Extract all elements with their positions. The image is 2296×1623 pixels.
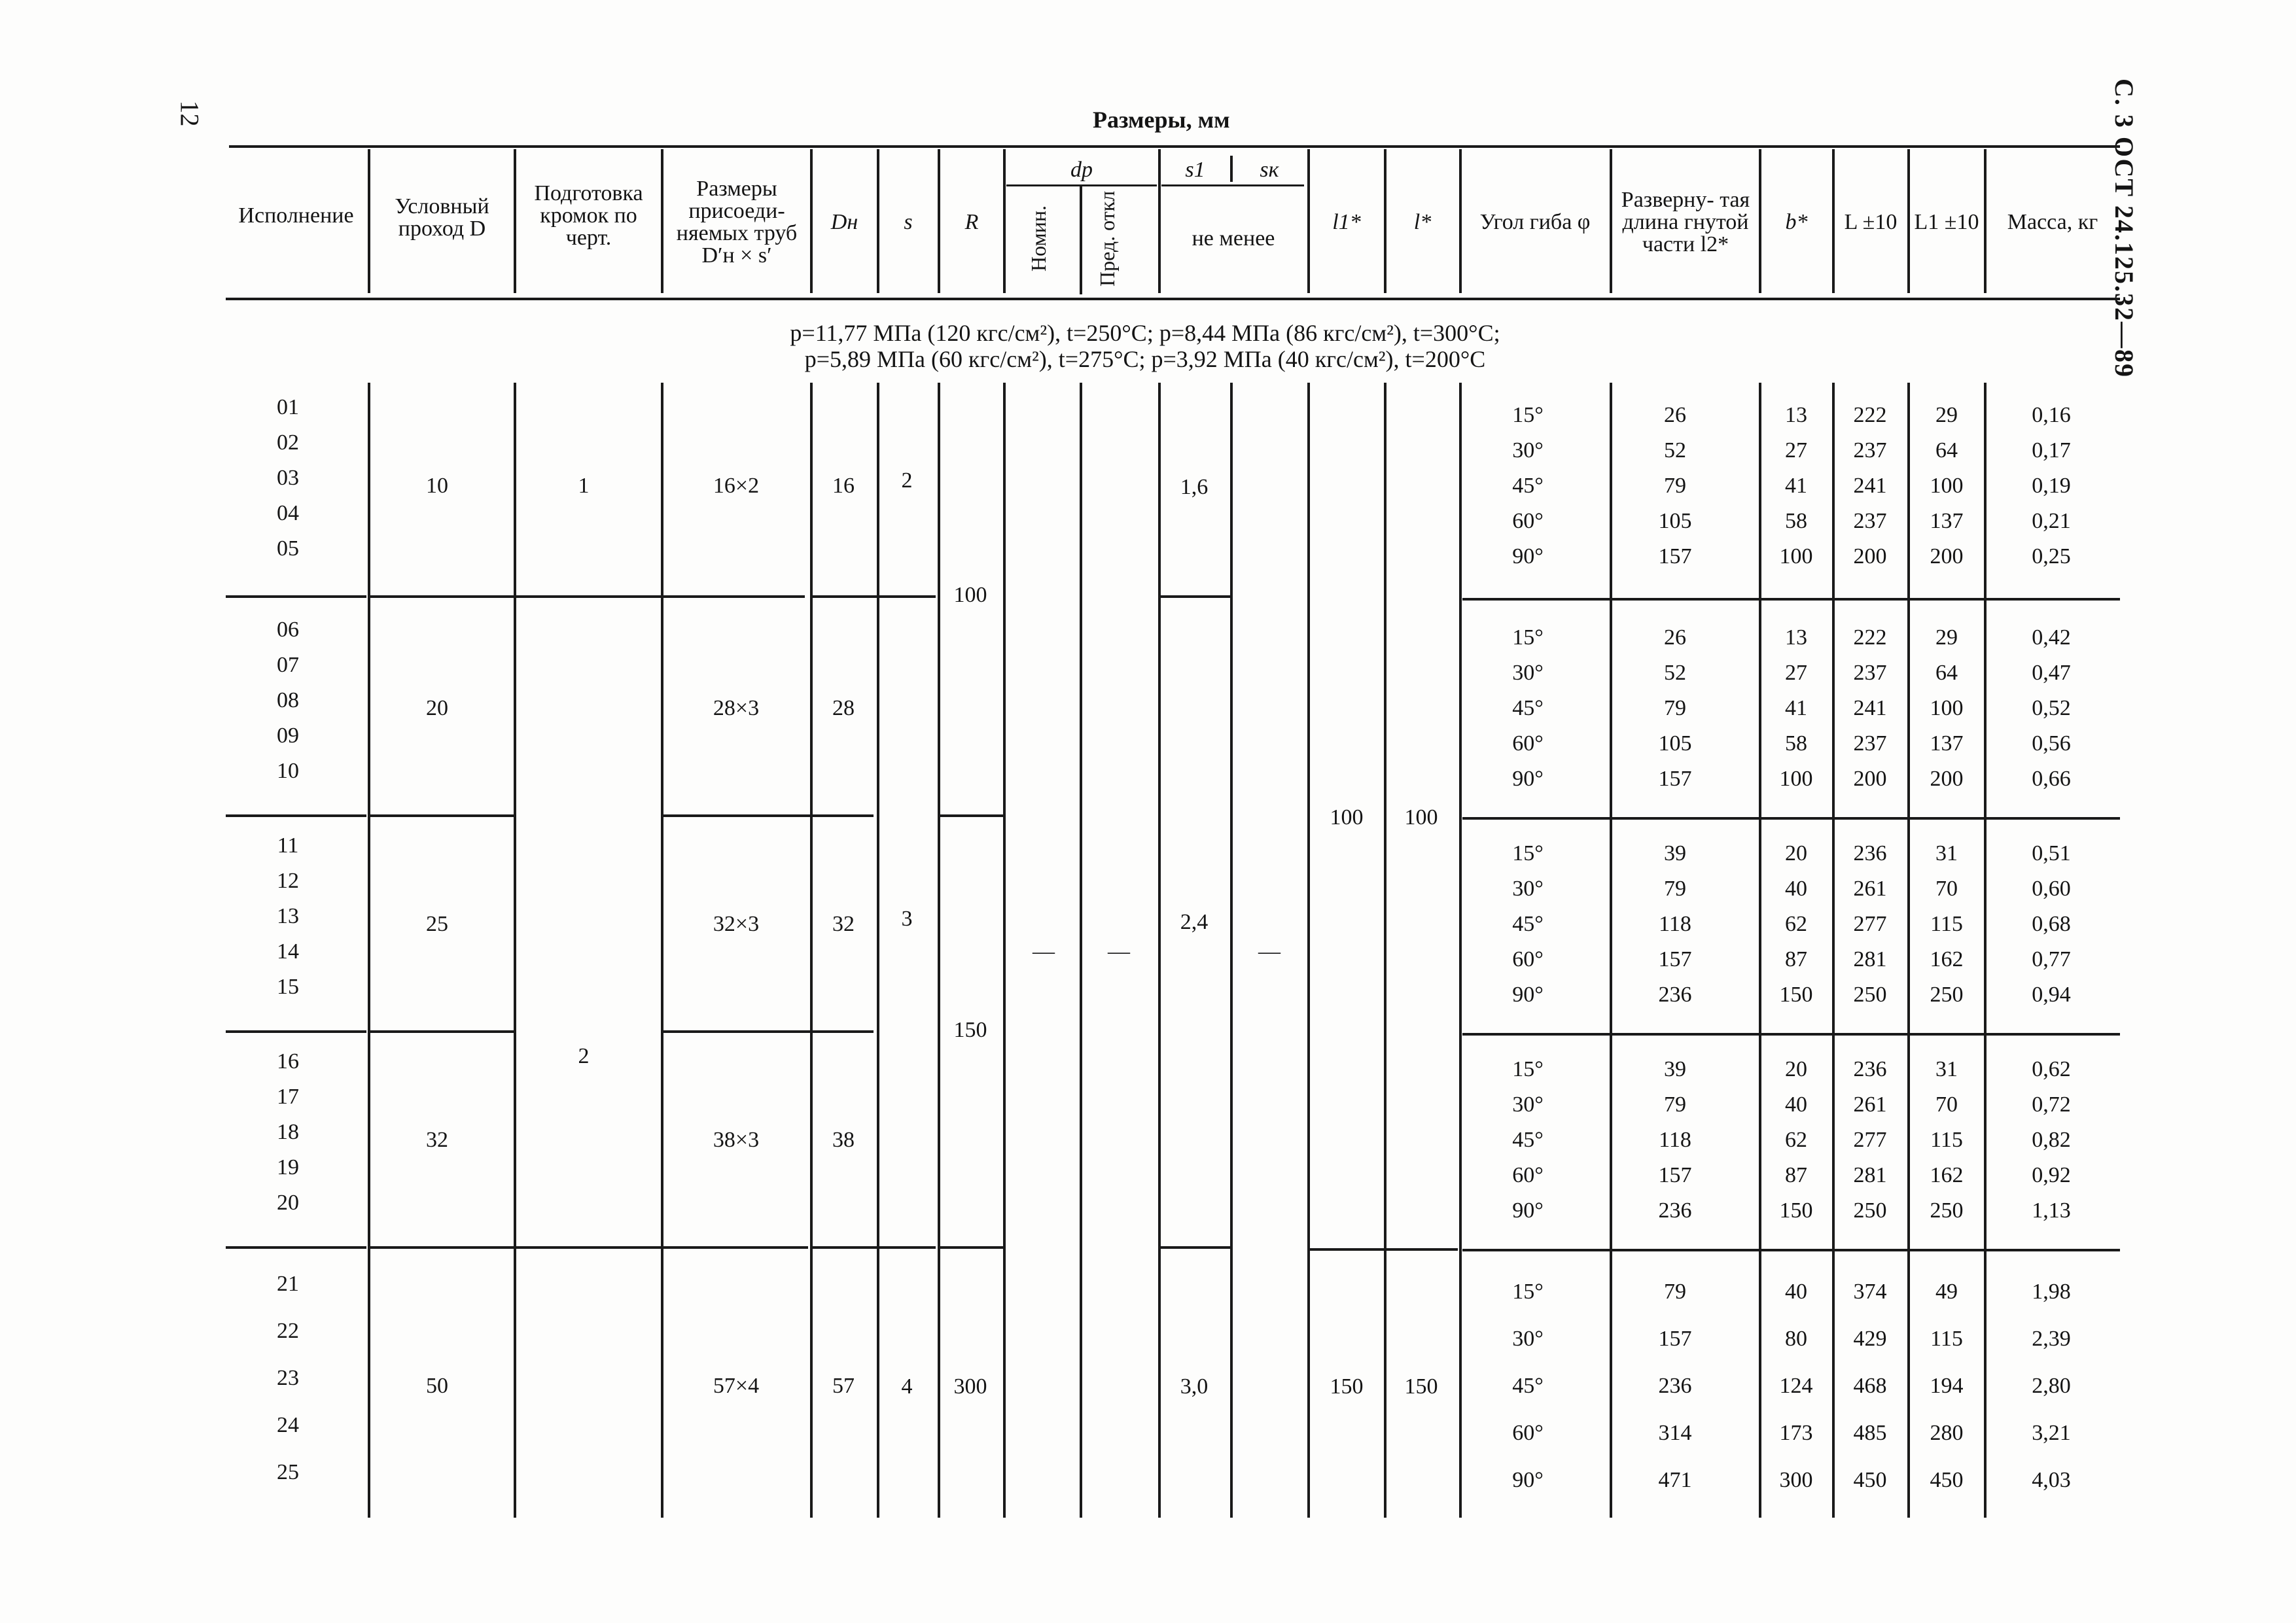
group-rule: [226, 1030, 366, 1033]
L1-cell: 64: [1935, 661, 1958, 685]
ugol-cell: 90°: [1512, 983, 1544, 1007]
r-cell: 300: [953, 1374, 987, 1399]
header-s1: s1: [1185, 158, 1205, 182]
ugol-cell: 45°: [1512, 1128, 1544, 1152]
column-divider: [1907, 383, 1910, 1518]
group-rule: [226, 814, 366, 817]
uslovny-prohod-cell: 10: [426, 474, 448, 498]
ugol-cell: 30°: [1512, 438, 1544, 462]
header-divider: [1459, 149, 1462, 293]
dn-cell: 28: [832, 696, 855, 720]
L1-cell: 115: [1930, 1327, 1963, 1351]
L-cell: 374: [1853, 1280, 1887, 1304]
header-divider: [661, 149, 663, 293]
razvernutaya-cell: 39: [1664, 841, 1686, 865]
s1-cell: 1,6: [1180, 475, 1209, 499]
header-divider: [1984, 149, 1987, 293]
group-rule: [370, 1030, 514, 1033]
L-cell: 236: [1853, 1057, 1887, 1081]
header-b-star: b*: [1785, 210, 1808, 234]
dr-nomin-cell: —: [1033, 939, 1055, 964]
massa-cell: 0,19: [2032, 474, 2071, 498]
ispolnenie-cell: 22: [277, 1319, 299, 1343]
podgotovka-merged-cell: 2: [578, 1044, 590, 1068]
l-cell: 150: [1330, 1374, 1364, 1399]
column-divider: [1384, 383, 1386, 1518]
massa-cell: 4,03: [2032, 1468, 2071, 1492]
L-cell: 237: [1853, 661, 1887, 685]
group-rule: [938, 814, 1003, 817]
massa-cell: 0,42: [2032, 625, 2071, 650]
ugol-cell: 30°: [1512, 1327, 1544, 1351]
ugol-cell: 60°: [1512, 947, 1544, 971]
massa-cell: 0,16: [2032, 403, 2071, 427]
header-divider: [1759, 149, 1761, 293]
L-cell: 241: [1853, 474, 1887, 498]
header-ne-menee: не менее: [1192, 226, 1275, 251]
header-divider: [1832, 149, 1835, 293]
razvernutaya-cell: 236: [1658, 1374, 1692, 1398]
group-rule: [661, 814, 874, 817]
razvernutaya-cell: 118: [1659, 912, 1691, 936]
L-cell: 236: [1853, 841, 1887, 865]
b-cell: 40: [1785, 1280, 1807, 1304]
ugol-cell: 15°: [1512, 1057, 1544, 1081]
dr-pred-cell: —: [1108, 939, 1130, 964]
column-divider: [1984, 383, 1987, 1518]
L-cell: 281: [1853, 1163, 1887, 1187]
massa-cell: 0,68: [2032, 912, 2071, 936]
header-divider: [1080, 186, 1082, 294]
ispolnenie-cell: 04: [277, 501, 299, 525]
L-cell: 277: [1853, 912, 1887, 936]
r-cell: 150: [953, 1018, 987, 1042]
massa-cell: 1,98: [2032, 1280, 2071, 1304]
column-divider: [1158, 383, 1161, 1518]
s-cell: 4: [901, 1374, 913, 1399]
s-cell: 2: [901, 468, 913, 493]
s1-cell: 2,4: [1180, 910, 1209, 934]
column-divider: [1610, 383, 1612, 1518]
ugol-cell: 30°: [1512, 661, 1544, 685]
header-massa: Масса, кг: [2007, 210, 2098, 234]
group-rule: [1307, 1248, 1458, 1251]
b-cell: 173: [1779, 1421, 1813, 1445]
massa-cell: 0,77: [2032, 947, 2071, 971]
L1-cell: 200: [1930, 767, 1964, 791]
header-L1: L1 ±10: [1914, 210, 1979, 234]
column-divider: [938, 383, 940, 1518]
group-rule: [370, 595, 805, 598]
L1-cell: 450: [1930, 1468, 1964, 1492]
header-ugol: Угол гиба φ: [1479, 210, 1591, 234]
l-cell: 100: [1330, 805, 1364, 829]
ispolnenie-cell: 24: [277, 1413, 299, 1437]
ugol-cell: 90°: [1512, 767, 1544, 791]
L1-cell: 31: [1935, 841, 1958, 865]
b-cell: 124: [1779, 1374, 1813, 1398]
L1-cell: 194: [1930, 1374, 1964, 1398]
ugol-cell: 30°: [1512, 877, 1544, 901]
ispolnenie-cell: 14: [277, 939, 299, 964]
razvernutaya-cell: 157: [1658, 947, 1692, 971]
L1-cell: 29: [1935, 403, 1958, 427]
header-bottom-rule: [226, 298, 2120, 300]
massa-cell: 0,17: [2032, 438, 2071, 462]
group-rule: [1462, 817, 2120, 820]
L1-cell: 70: [1935, 877, 1958, 901]
ugol-cell: 45°: [1512, 912, 1544, 936]
b-cell: 27: [1785, 661, 1807, 685]
group-rule: [1462, 1249, 2120, 1251]
razvernutaya-cell: 314: [1658, 1421, 1692, 1445]
L1-cell: 29: [1935, 625, 1958, 650]
L1-cell: 250: [1930, 983, 1964, 1007]
column-divider: [368, 383, 370, 1518]
ugol-cell: 15°: [1512, 403, 1544, 427]
ispolnenie-cell: 05: [277, 536, 299, 561]
truby-cell: 57×4: [713, 1374, 760, 1398]
ugol-cell: 90°: [1512, 1468, 1544, 1492]
L-cell: 222: [1853, 625, 1887, 650]
razvernutaya-cell: 26: [1664, 403, 1686, 427]
truby-cell: 38×3: [713, 1128, 760, 1152]
ugol-cell: 60°: [1512, 731, 1544, 756]
header-divider: [1307, 149, 1310, 293]
column-divider: [1307, 383, 1310, 1518]
razvernutaya-cell: 236: [1658, 1198, 1692, 1223]
razvernutaya-cell: 79: [1664, 1280, 1686, 1304]
sk-cell: —: [1258, 939, 1280, 964]
uslovny-prohod-cell: 32: [426, 1128, 448, 1152]
b-cell: 87: [1785, 1163, 1807, 1187]
razvernutaya-cell: 157: [1658, 1163, 1692, 1187]
massa-cell: 2,80: [2032, 1374, 2071, 1398]
massa-cell: 0,21: [2032, 509, 2071, 533]
massa-cell: 0,82: [2032, 1128, 2071, 1152]
ispolnenie-cell: 13: [277, 904, 299, 928]
razvernutaya-cell: 39: [1664, 1057, 1686, 1081]
L1-cell: 162: [1930, 1163, 1964, 1187]
header-sub-rule: [1161, 184, 1304, 186]
razvernutaya-cell: 79: [1664, 474, 1686, 498]
header-ispolnenie: Исполнение: [238, 203, 354, 228]
b-cell: 27: [1785, 438, 1807, 462]
L-cell: 250: [1853, 1198, 1887, 1223]
header-divider: [1384, 149, 1386, 293]
group-rule: [226, 1246, 366, 1249]
uslovny-prohod-cell: 20: [426, 696, 448, 720]
b-cell: 300: [1779, 1468, 1813, 1492]
razvernutaya-cell: 471: [1658, 1468, 1692, 1492]
L1-cell: 115: [1930, 912, 1963, 936]
header-divider: [1230, 156, 1233, 182]
s1-cell: 3,0: [1180, 1374, 1209, 1399]
massa-cell: 2,39: [2032, 1327, 2071, 1351]
column-divider: [1003, 383, 1006, 1518]
ispolnenie-cell: 06: [277, 618, 299, 642]
razvernutaya-cell: 52: [1664, 438, 1686, 462]
razvernutaya-cell: 79: [1664, 877, 1686, 901]
ispolnenie-cell: 03: [277, 466, 299, 490]
ispolnenie-cell: 09: [277, 724, 299, 748]
s-cell: 3: [901, 907, 913, 931]
ispolnenie-cell: 16: [277, 1049, 299, 1073]
ugol-cell: 15°: [1512, 625, 1544, 650]
razvernutaya-cell: 79: [1664, 1092, 1686, 1117]
truby-cell: 32×3: [713, 912, 760, 936]
ugol-cell: 60°: [1512, 509, 1544, 533]
b-cell: 150: [1779, 983, 1813, 1007]
column-divider: [1080, 383, 1082, 1518]
header-divider: [938, 149, 940, 293]
group-rule: [1462, 598, 2120, 601]
ispolnenie-cell: 18: [277, 1120, 299, 1144]
L1-cell: 70: [1935, 1092, 1958, 1117]
column-divider: [1230, 383, 1233, 1518]
ispolnenie-cell: 20: [277, 1191, 299, 1215]
dn-cell: 57: [832, 1374, 855, 1398]
L1-cell: 200: [1930, 544, 1964, 568]
massa-cell: 0,72: [2032, 1092, 2071, 1117]
header-r: R: [964, 210, 979, 234]
ispolnenie-cell: 21: [277, 1272, 299, 1296]
massa-cell: 0,62: [2032, 1057, 2071, 1081]
header-dr: dр: [1070, 158, 1093, 182]
b-cell: 80: [1785, 1327, 1807, 1351]
header-razvernutaya: Разверну- тая длина гнутой части l2*: [1621, 188, 1750, 256]
header-divider: [368, 149, 370, 293]
L1-cell: 137: [1930, 731, 1964, 756]
L-cell: 237: [1853, 438, 1887, 462]
L1-cell: 64: [1935, 438, 1958, 462]
razvernutaya-cell: 157: [1658, 767, 1692, 791]
l1-cell: 100: [1404, 805, 1438, 829]
top-rule: [229, 145, 2120, 148]
L-cell: 250: [1853, 983, 1887, 1007]
massa-cell: 0,92: [2032, 1163, 2071, 1187]
razvernutaya-cell: 105: [1658, 731, 1692, 756]
L-cell: 222: [1853, 403, 1887, 427]
massa-cell: 1,13: [2032, 1198, 2071, 1223]
massa-cell: 0,66: [2032, 767, 2071, 791]
header-l-star: l*: [1413, 210, 1432, 234]
truby-cell: 16×2: [713, 474, 760, 498]
b-cell: 58: [1785, 731, 1807, 756]
L-cell: 277: [1853, 1128, 1887, 1152]
header-dr-pred: Пред. откл: [1095, 190, 1119, 287]
ugol-cell: 60°: [1512, 1163, 1544, 1187]
column-divider: [514, 383, 516, 1518]
header-l1: l1*: [1332, 210, 1361, 234]
b-cell: 41: [1785, 696, 1807, 720]
b-cell: 58: [1785, 509, 1807, 533]
header-divider: [810, 149, 813, 293]
header-dn: Dн: [830, 210, 858, 234]
razvernutaya-cell: 105: [1658, 509, 1692, 533]
massa-cell: 0,51: [2032, 841, 2071, 865]
ugol-cell: 45°: [1512, 696, 1544, 720]
ispolnenie-cell: 08: [277, 688, 299, 712]
dn-cell: 32: [832, 912, 855, 936]
column-divider: [877, 383, 879, 1518]
L1-cell: 100: [1930, 474, 1964, 498]
b-cell: 41: [1785, 474, 1807, 498]
massa-cell: 0,56: [2032, 731, 2071, 756]
razvernutaya-cell: 157: [1658, 544, 1692, 568]
group-rule: [370, 814, 514, 817]
b-cell: 40: [1785, 877, 1807, 901]
L-cell: 281: [1853, 947, 1887, 971]
ugol-cell: 90°: [1512, 1198, 1544, 1223]
L-cell: 429: [1853, 1327, 1887, 1351]
b-cell: 62: [1785, 912, 1807, 936]
ugol-cell: 45°: [1512, 1374, 1544, 1398]
group-rule: [226, 595, 366, 598]
L-cell: 200: [1853, 544, 1887, 568]
header-divider: [1003, 149, 1006, 293]
massa-cell: 0,94: [2032, 983, 2071, 1007]
razvernutaya-cell: 157: [1658, 1327, 1692, 1351]
ispolnenie-cell: 19: [277, 1155, 299, 1179]
b-cell: 13: [1785, 625, 1807, 650]
b-cell: 100: [1779, 544, 1813, 568]
L1-cell: 31: [1935, 1057, 1958, 1081]
L-cell: 485: [1853, 1421, 1887, 1445]
column-divider: [661, 383, 663, 1518]
massa-cell: 0,60: [2032, 877, 2071, 901]
group-rule: [1158, 595, 1230, 598]
L-cell: 468: [1853, 1374, 1887, 1398]
ugol-cell: 15°: [1512, 1280, 1544, 1304]
group-rule: [1462, 1033, 2120, 1036]
L-cell: 237: [1853, 509, 1887, 533]
L1-cell: 100: [1930, 696, 1964, 720]
page-number: 12: [175, 100, 205, 127]
header-divider: [514, 149, 516, 293]
units-title: Размеры, мм: [1093, 107, 1230, 133]
conditions-line-2: p=5,89 МПа (60 кгс/см²), t=275°C; p=3,92 МПа (40 кгс/см²), t=200°C: [804, 346, 1486, 372]
ugol-cell: 30°: [1512, 1092, 1544, 1117]
razvernutaya-cell: 118: [1659, 1128, 1691, 1152]
group-rule: [1158, 1246, 1230, 1249]
b-cell: 87: [1785, 947, 1807, 971]
document-code: С. 3 ОСТ 24.125.32—89: [2110, 79, 2139, 379]
header-s: s: [904, 210, 913, 234]
group-rule: [811, 595, 936, 598]
header-divider: [1158, 149, 1161, 293]
ispolnenie-cell: 12: [277, 869, 299, 893]
header-divider: [1907, 149, 1910, 293]
L-cell: 261: [1853, 1092, 1887, 1117]
massa-cell: 0,25: [2032, 544, 2071, 568]
podgotovka-cell: 1: [578, 474, 590, 498]
ispolnenie-cell: 07: [277, 653, 299, 677]
conditions-line-1: p=11,77 МПа (120 кгс/см²), t=250°C; p=8,44 МПа (86 кгс/см²), t=300°C;: [790, 320, 1500, 346]
column-divider: [1459, 383, 1462, 1518]
b-cell: 13: [1785, 403, 1807, 427]
L-cell: 237: [1853, 731, 1887, 756]
column-divider: [810, 383, 813, 1518]
razvernutaya-cell: 236: [1658, 983, 1692, 1007]
header-uslovny-prohod: Условный проход D: [395, 194, 489, 241]
ispolnenie-cell: 01: [277, 395, 299, 419]
header-dr-nomin: Номин.: [1027, 205, 1050, 272]
ugol-cell: 45°: [1512, 474, 1544, 498]
header-L: L ±10: [1844, 210, 1898, 234]
L1-cell: 49: [1935, 1280, 1958, 1304]
L-cell: 261: [1853, 877, 1887, 901]
group-rule: [370, 1246, 808, 1249]
b-cell: 150: [1779, 1198, 1813, 1223]
ispolnenie-cell: 17: [277, 1085, 299, 1109]
massa-cell: 0,47: [2032, 661, 2071, 685]
b-cell: 62: [1785, 1128, 1807, 1152]
dn-cell: 16: [832, 474, 855, 498]
header-podgotovka: Подготовка кромок по черт.: [534, 181, 643, 250]
b-cell: 40: [1785, 1092, 1807, 1117]
L-cell: 200: [1853, 767, 1887, 791]
b-cell: 100: [1779, 767, 1813, 791]
header-razmery-trub: Размеры присоеди- няемых труб D′н × s′: [676, 177, 798, 268]
L1-cell: 115: [1930, 1128, 1963, 1152]
column-divider: [1832, 383, 1835, 1518]
dn-cell: 38: [832, 1128, 855, 1152]
ugol-cell: 60°: [1512, 1421, 1544, 1445]
razvernutaya-cell: 52: [1664, 661, 1686, 685]
ispolnenie-cell: 11: [277, 833, 299, 858]
massa-cell: 0,52: [2032, 696, 2071, 720]
header-divider: [1610, 149, 1612, 293]
ispolnenie-cell: 23: [277, 1366, 299, 1390]
L1-cell: 137: [1930, 509, 1964, 533]
header-divider: [877, 149, 879, 293]
ispolnenie-cell: 25: [277, 1460, 299, 1484]
ispolnenie-cell: 10: [277, 759, 299, 783]
r-cell: 100: [953, 583, 987, 607]
group-rule: [811, 1246, 936, 1249]
massa-cell: 3,21: [2032, 1421, 2071, 1445]
razvernutaya-cell: 79: [1664, 696, 1686, 720]
ugol-cell: 90°: [1512, 544, 1544, 568]
razvernutaya-cell: 26: [1664, 625, 1686, 650]
b-cell: 20: [1785, 1057, 1807, 1081]
header-sk: sк: [1260, 158, 1279, 182]
l1-cell: 150: [1404, 1374, 1438, 1399]
group-rule: [661, 1030, 874, 1033]
uslovny-prohod-cell: 50: [426, 1374, 448, 1398]
header-sub-rule: [1006, 184, 1157, 186]
column-divider: [1759, 383, 1761, 1518]
truby-cell: 28×3: [713, 696, 760, 720]
L1-cell: 280: [1930, 1421, 1964, 1445]
L1-cell: 162: [1930, 947, 1964, 971]
b-cell: 20: [1785, 841, 1807, 865]
L-cell: 241: [1853, 696, 1887, 720]
ugol-cell: 15°: [1512, 841, 1544, 865]
ispolnenie-cell: 02: [277, 430, 299, 455]
group-rule: [938, 1246, 1003, 1249]
L-cell: 450: [1853, 1468, 1887, 1492]
ispolnenie-cell: 15: [277, 975, 299, 999]
uslovny-prohod-cell: 25: [426, 912, 448, 936]
L1-cell: 250: [1930, 1198, 1964, 1223]
